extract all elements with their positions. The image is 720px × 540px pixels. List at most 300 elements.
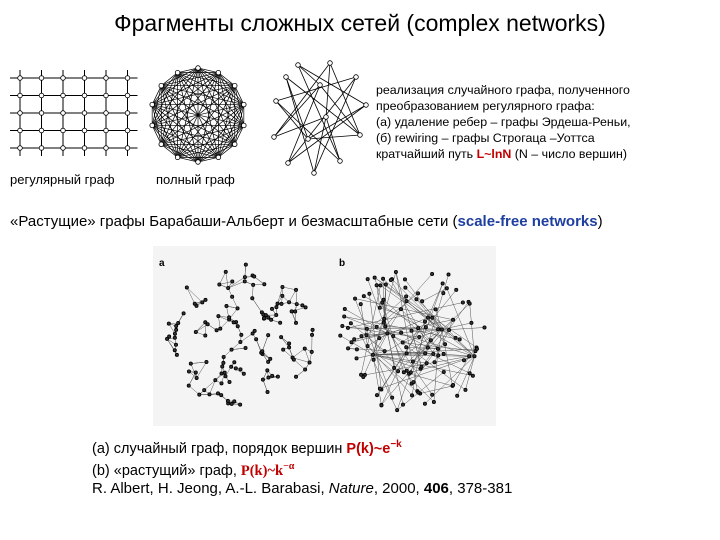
graph-node — [244, 346, 247, 349]
graph-edge — [274, 85, 320, 137]
graph-node — [230, 365, 233, 368]
graph-node — [349, 322, 352, 325]
graph-node — [429, 339, 432, 342]
graph-node — [396, 408, 399, 411]
graph-node — [384, 283, 387, 286]
graph-edge — [286, 77, 308, 139]
graph-node — [448, 328, 451, 331]
graph-edge — [252, 285, 253, 298]
section-heading — [10, 213, 715, 230]
graph-node — [159, 142, 164, 147]
graph-node — [269, 357, 272, 360]
graph-node — [61, 76, 66, 81]
graph-node — [382, 298, 385, 301]
graph-node — [208, 393, 211, 396]
graph-node — [223, 371, 226, 374]
graph-edge — [196, 322, 205, 332]
graph-node — [401, 403, 404, 406]
graph-node — [421, 300, 424, 303]
graph-node — [354, 75, 359, 80]
random-graph-description — [376, 82, 716, 162]
graph-node — [343, 315, 346, 318]
graph-edge — [298, 65, 366, 105]
graph-node — [104, 76, 109, 81]
graph-node — [442, 291, 445, 294]
graph-node — [230, 348, 233, 351]
graph-node — [304, 306, 307, 309]
graph-node — [233, 400, 236, 403]
figure-label-b: b — [339, 258, 346, 269]
path-length-formula: L~lnN — [476, 147, 512, 161]
graph-node — [61, 128, 66, 133]
graph-node — [18, 128, 23, 133]
graph-node — [216, 70, 221, 75]
graph-node — [301, 304, 304, 307]
graph-node — [253, 329, 256, 332]
graph-node — [380, 404, 383, 407]
graph-node — [216, 392, 219, 395]
graph-node — [378, 306, 381, 309]
graph-node — [473, 355, 476, 358]
graph-node — [389, 278, 392, 281]
graph-node — [405, 346, 408, 349]
graph-node — [358, 133, 363, 138]
graph-node — [270, 318, 273, 321]
graph-node — [82, 111, 87, 116]
graph-node — [214, 379, 217, 382]
graph-edge — [209, 380, 215, 394]
description-line: преобразованием регулярного графа: — [376, 99, 595, 113]
graph-node — [311, 328, 314, 331]
graph-node — [150, 123, 155, 128]
graph-node — [434, 308, 437, 311]
graph-node — [378, 387, 381, 390]
section-text: ) — [597, 213, 603, 230]
graph-node — [368, 292, 371, 295]
graph-node — [416, 292, 419, 295]
graph-node — [426, 346, 429, 349]
graph-node — [286, 161, 291, 166]
graph-node — [205, 360, 208, 363]
graph-node — [104, 111, 109, 116]
graph-node — [392, 335, 395, 338]
graph-node — [175, 70, 180, 75]
graph-node — [432, 352, 435, 355]
graph-node — [239, 340, 242, 343]
graph-node — [279, 321, 282, 324]
graph-node — [375, 325, 378, 328]
graph-node — [455, 288, 458, 291]
graph-node — [39, 146, 44, 151]
power-law-formula — [240, 460, 295, 479]
formula-text: P(k)~k — [240, 462, 284, 479]
graph-node — [308, 361, 311, 364]
graph-node — [168, 335, 171, 338]
graph-node — [242, 372, 245, 375]
formula-exponent: −α — [283, 460, 295, 472]
graph-node — [236, 325, 239, 328]
graph-node — [189, 362, 192, 365]
graph-node — [125, 93, 130, 98]
graph-node — [403, 278, 406, 281]
graph-node — [386, 332, 389, 335]
graph-node — [228, 380, 231, 383]
graph-node — [405, 295, 408, 298]
graph-node — [242, 102, 247, 107]
graph-edge — [298, 65, 320, 85]
figure-label-a: a — [159, 258, 165, 269]
graph-node — [266, 369, 269, 372]
graph-node — [274, 99, 279, 104]
graph-node — [275, 305, 278, 308]
graph-node — [266, 390, 269, 393]
graph-edge — [276, 101, 308, 139]
graph-edge — [191, 362, 207, 364]
graph-edge — [289, 290, 296, 302]
graph-node — [216, 155, 221, 160]
network-comparison-figure — [153, 246, 496, 426]
graph-node — [350, 341, 353, 344]
graph-node — [292, 358, 295, 361]
graph-node — [233, 361, 236, 364]
graph-edge — [298, 65, 340, 161]
graph-node — [353, 338, 356, 341]
description-text: (N – число вершин) — [511, 147, 627, 161]
graph-node — [234, 367, 237, 370]
formula-exponent: −k — [390, 439, 402, 450]
graph-node — [275, 313, 278, 316]
graph-node — [185, 286, 188, 289]
graph-node — [324, 115, 329, 120]
citation-year: , 2000, — [373, 479, 424, 497]
graph-edge — [187, 287, 202, 302]
graph-node — [61, 111, 66, 116]
graph-node — [243, 276, 246, 279]
random-network-figure — [153, 246, 325, 426]
graph-node — [404, 286, 407, 289]
graph-edge — [282, 287, 296, 290]
graph-node — [410, 394, 413, 397]
graph-node — [447, 273, 450, 276]
graph-node — [18, 146, 23, 151]
graph-node — [456, 394, 459, 397]
graph-node — [39, 93, 44, 98]
graph-node — [39, 111, 44, 116]
graph-node — [461, 301, 464, 304]
graph-node — [159, 83, 164, 88]
graph-node — [224, 270, 227, 273]
graph-node — [375, 284, 378, 287]
graph-node — [436, 328, 439, 331]
graph-edge — [189, 386, 200, 395]
graph-node — [18, 93, 23, 98]
graph-node — [253, 275, 256, 278]
graph-node — [204, 334, 207, 337]
graph-node — [227, 286, 230, 289]
graph-node — [294, 375, 297, 378]
graph-node — [443, 343, 446, 346]
graph-node — [284, 75, 289, 80]
graph-node — [261, 350, 264, 353]
graph-node — [371, 353, 374, 356]
graph-node — [251, 297, 254, 300]
graph-node — [281, 285, 284, 288]
graph-node — [373, 276, 376, 279]
graph-node — [375, 394, 378, 397]
graph-node — [282, 348, 285, 351]
graph-node — [239, 368, 242, 371]
graph-node — [272, 135, 277, 140]
graph-edge — [375, 278, 477, 348]
graph-node — [267, 376, 270, 379]
description-line — [376, 146, 716, 162]
graph-node — [263, 283, 266, 286]
graph-node — [417, 391, 420, 394]
graph-node — [405, 299, 408, 302]
graph-node — [412, 380, 415, 383]
graph-edge — [232, 348, 246, 350]
graph-node — [442, 352, 445, 355]
graph-node — [217, 315, 220, 318]
graph-node — [451, 383, 454, 386]
graph-edge — [314, 77, 356, 173]
graph-node — [204, 298, 207, 301]
graph-node — [394, 270, 397, 273]
graph-node — [82, 93, 87, 98]
graph-node — [426, 316, 429, 319]
graph-node — [232, 321, 235, 324]
graph-node — [61, 93, 66, 98]
graph-node — [445, 287, 448, 290]
graph-node — [125, 111, 130, 116]
graph-node — [400, 331, 403, 334]
graph-node — [281, 294, 284, 297]
graph-node — [364, 103, 369, 108]
graph-edge — [167, 339, 175, 350]
graph-node — [411, 360, 414, 363]
graph-node — [276, 302, 279, 305]
graph-node — [220, 372, 223, 375]
graph-edge — [204, 380, 215, 390]
graph-node — [440, 328, 443, 331]
graph-node — [441, 282, 444, 285]
slide-title: Фрагменты сложных сетей (complex networks) — [114, 10, 606, 36]
graph-node — [417, 327, 420, 330]
graph-node — [424, 326, 427, 329]
graph-node — [296, 63, 301, 68]
graph-node — [362, 295, 365, 298]
graph-node — [415, 298, 418, 301]
regular-graph-caption: регулярный граф — [10, 172, 115, 187]
reference-text: (а) случайный граф, порядок вершин — [92, 440, 347, 457]
graph-edge — [320, 85, 360, 135]
graph-node — [424, 352, 427, 355]
graph-node — [227, 316, 230, 319]
graph-node — [18, 111, 23, 116]
graph-node — [372, 358, 375, 361]
reference-line — [92, 458, 512, 480]
graph-node — [442, 370, 445, 373]
regular-graph-figure — [8, 70, 143, 160]
graph-node — [175, 353, 178, 356]
graph-node — [306, 137, 311, 142]
description-line: (а) удаление ребер – графы Эрдеша-Реньи, — [376, 115, 631, 129]
graph-node — [423, 320, 426, 323]
graph-node — [104, 93, 109, 98]
graph-node — [261, 378, 264, 381]
graph-node — [226, 399, 229, 402]
graph-node — [239, 403, 242, 406]
graph-node — [198, 393, 201, 396]
graph-edge — [442, 329, 453, 385]
graph-node — [203, 389, 206, 392]
graph-edge — [252, 298, 262, 312]
graph-node — [196, 66, 201, 71]
graph-node — [201, 301, 204, 304]
graph-node — [420, 365, 423, 368]
graph-node — [39, 128, 44, 133]
graph-node — [483, 326, 486, 329]
graph-node — [175, 328, 178, 331]
graph-node — [177, 321, 180, 324]
graph-edge — [296, 290, 297, 304]
graph-node — [328, 61, 333, 66]
graph-edge — [152, 105, 235, 145]
graph-node — [173, 349, 176, 352]
graph-node — [82, 128, 87, 133]
graph-node — [182, 312, 185, 315]
graph-node — [310, 333, 313, 336]
graph-edge — [375, 278, 428, 318]
random-graph-figure — [268, 55, 374, 185]
graph-node — [252, 283, 255, 286]
graph-node — [418, 335, 421, 338]
graph-node — [175, 324, 178, 327]
graph-node — [366, 278, 369, 281]
graph-node — [423, 402, 426, 405]
graph-node — [468, 355, 471, 358]
graph-node — [255, 338, 258, 341]
graph-edge — [308, 135, 360, 139]
graph-node — [150, 102, 155, 107]
graph-node — [82, 146, 87, 151]
graph-node — [379, 284, 382, 287]
graph-node — [381, 277, 384, 280]
graph-node — [262, 313, 265, 316]
graph-node — [430, 272, 433, 275]
graph-node — [310, 350, 313, 353]
graph-edge — [355, 299, 392, 398]
graph-node — [468, 302, 471, 305]
reference-text: (b) «растущий» граф, — [92, 462, 241, 479]
graph-node — [231, 280, 234, 283]
graph-node — [193, 302, 196, 305]
graph-edge — [314, 117, 326, 173]
graph-node — [104, 128, 109, 133]
graph-node — [454, 336, 457, 339]
graph-node — [468, 372, 471, 375]
graph-node — [365, 327, 368, 330]
graph-node — [355, 357, 358, 360]
graph-node — [431, 316, 434, 319]
graph-edge — [308, 105, 366, 139]
graph-node — [61, 146, 66, 151]
graph-node — [401, 341, 404, 344]
graph-node — [225, 304, 228, 307]
citation-journal: Nature — [328, 479, 374, 497]
graph-edge — [421, 302, 469, 369]
graph-edge — [262, 335, 268, 351]
graph-node — [125, 146, 130, 151]
graph-node — [451, 318, 454, 321]
graph-node — [471, 374, 474, 377]
graph-node — [431, 393, 434, 396]
graph-node — [220, 393, 223, 396]
graph-node — [222, 355, 225, 358]
graph-node — [399, 308, 402, 311]
graph-node — [219, 327, 222, 330]
graph-node — [236, 307, 239, 310]
reference-line — [92, 436, 512, 458]
graph-edge — [197, 362, 207, 378]
graph-node — [365, 334, 368, 337]
description-text: кратчайший путь — [376, 147, 477, 161]
graph-node — [175, 155, 180, 160]
graph-node — [436, 347, 439, 350]
graph-node — [382, 321, 385, 324]
graph-node — [215, 329, 218, 332]
graph-node — [294, 288, 297, 291]
graph-node — [405, 352, 408, 355]
exp-formula — [346, 441, 401, 457]
graph-node — [359, 373, 362, 376]
graph-node — [378, 337, 381, 340]
graph-node — [425, 362, 428, 365]
graph-node — [294, 310, 297, 313]
citation-pages: , 378-381 — [448, 479, 513, 497]
graph-node — [242, 123, 247, 128]
graph-node — [222, 361, 225, 364]
scale-free-highlight: scale-free networks — [457, 213, 598, 230]
scale-free-network-figure — [325, 246, 496, 426]
graph-node — [243, 280, 246, 283]
graph-node — [230, 402, 233, 405]
graph-edge — [361, 285, 380, 374]
graph-node — [232, 142, 237, 147]
citation-volume: 406 — [423, 479, 449, 497]
graph-node — [383, 350, 386, 353]
graph-node — [195, 376, 198, 379]
graph-node — [304, 368, 307, 371]
graph-node — [409, 371, 412, 374]
graph-node — [221, 365, 224, 368]
graph-node — [271, 374, 274, 377]
graph-node — [475, 347, 478, 350]
graph-node — [280, 336, 283, 339]
graph-node — [437, 354, 440, 357]
graph-edge — [187, 287, 195, 303]
graph-edge — [161, 86, 244, 126]
graph-node — [346, 326, 349, 329]
graph-node — [125, 76, 130, 81]
graph-node — [276, 375, 279, 378]
graph-node — [341, 324, 344, 327]
formula-text: P(k)~e — [346, 440, 391, 457]
graph-node — [18, 76, 23, 81]
graph-node — [383, 317, 386, 320]
description-line: реализация случайного графа, полученного — [376, 83, 630, 97]
graph-node — [312, 171, 317, 176]
